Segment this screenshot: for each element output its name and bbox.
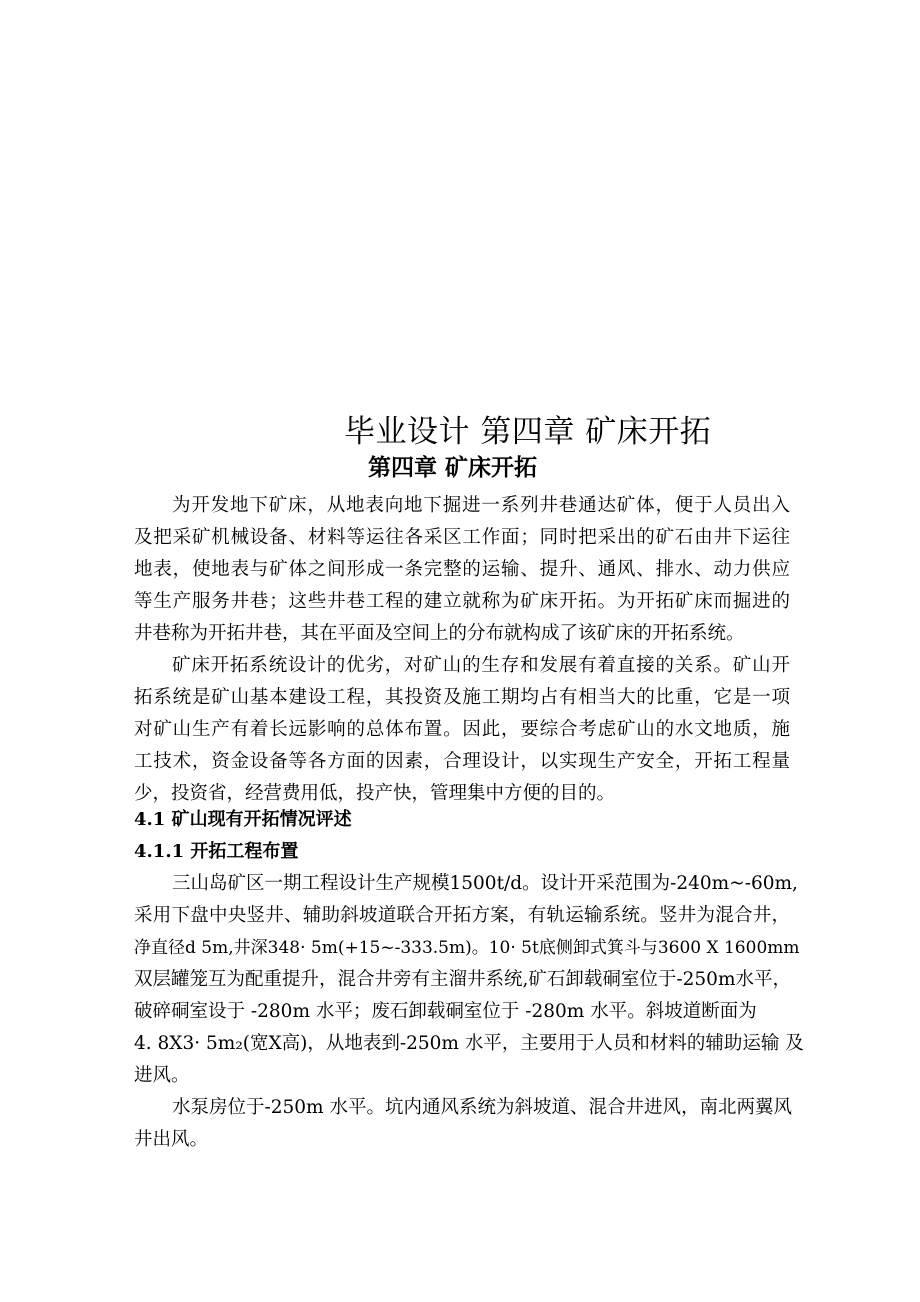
text-line: 双层罐笼互为配重提升，混合井旁有主溜井系统,矿石卸载硐室位于-250m水平， (134, 969, 791, 990)
text-line: 矿床开拓系统设计的优劣，对矿山的生存和发展有着直接的关系。矿山开 (172, 655, 790, 676)
text-line: 等生产服务井巷；这些井巷工程的建立就称为矿床开拓。为开拓矿床而掘进的 (134, 591, 790, 612)
text-line: 工技术，资金设备等各方面的因素，合理设计，以实现生产安全，开拓工程量 (134, 751, 790, 772)
text-line: 三山岛矿区一期工程设计生产规模1500t/d。设计开采范围为-240m~-60m, (172, 873, 798, 894)
text-line: 水泵房位于-250m 水平。坑内通风系统为斜坡道、混合井进风，南北两翼风 (172, 1097, 792, 1118)
section-heading-4-1: 4.1 矿山现有开拓情况评述 (134, 809, 352, 830)
text-line: 为开发地下矿床，从地表向地下掘进一系列井巷通达矿体，便于人员出入 (172, 495, 790, 516)
chapter-title: 第四章 矿床开拓 (368, 455, 538, 481)
text-line: 进风。 (134, 1065, 190, 1086)
running-title: 毕业设计 第四章 矿床开拓 (344, 414, 712, 450)
text-line: 破碎硐室设于 -280m 水平；废石卸载硐室位于 -280m 水平。斜坡道断面为 (134, 1001, 757, 1022)
text-line: 井出风。 (134, 1129, 209, 1150)
text-line: 采用下盘中央竖井、辅助斜坡道联合开拓方案，有轨运输系统。竖井为混合井， (134, 905, 790, 926)
text-line: 及把采矿机械设备、材料等运往各采区工作面；同时把采出的矿石由井下运往 (134, 527, 790, 548)
text-line: 地表，使地表与矿体之间形成一条完整的运输、提升、通风、排水、动力供应 (134, 559, 790, 580)
text-line: 少，投资省，经营费用低，投产快，管理集中方便的目的。 (134, 783, 616, 804)
text-line: 对矿山生产有着长远影响的总体布置。因此，要综合考虑矿山的水文地质，施 (134, 719, 790, 740)
text-line: 拓系统是矿山基本建设工程，其投资及施工期均占有相当大的比重，它是一项 (134, 687, 790, 708)
text-line: 净直径d 5m,井深348· 5m(+15~-333.5m)。10· 5t底侧卸式箕斗与3600 X 1600mm (134, 938, 800, 958)
text-line: 4. 8X3· 5m₂(宽X高)，从地表到-250m 水平，主要用于人员和材料的辅助运输 及 (134, 1033, 804, 1054)
section-heading-4-1-1: 4.1.1 开拓工程布置 (134, 841, 299, 862)
text-line: 井巷称为开拓井巷，其在平面及空间上的分布就构成了该矿床的开拓系统。 (134, 623, 745, 644)
